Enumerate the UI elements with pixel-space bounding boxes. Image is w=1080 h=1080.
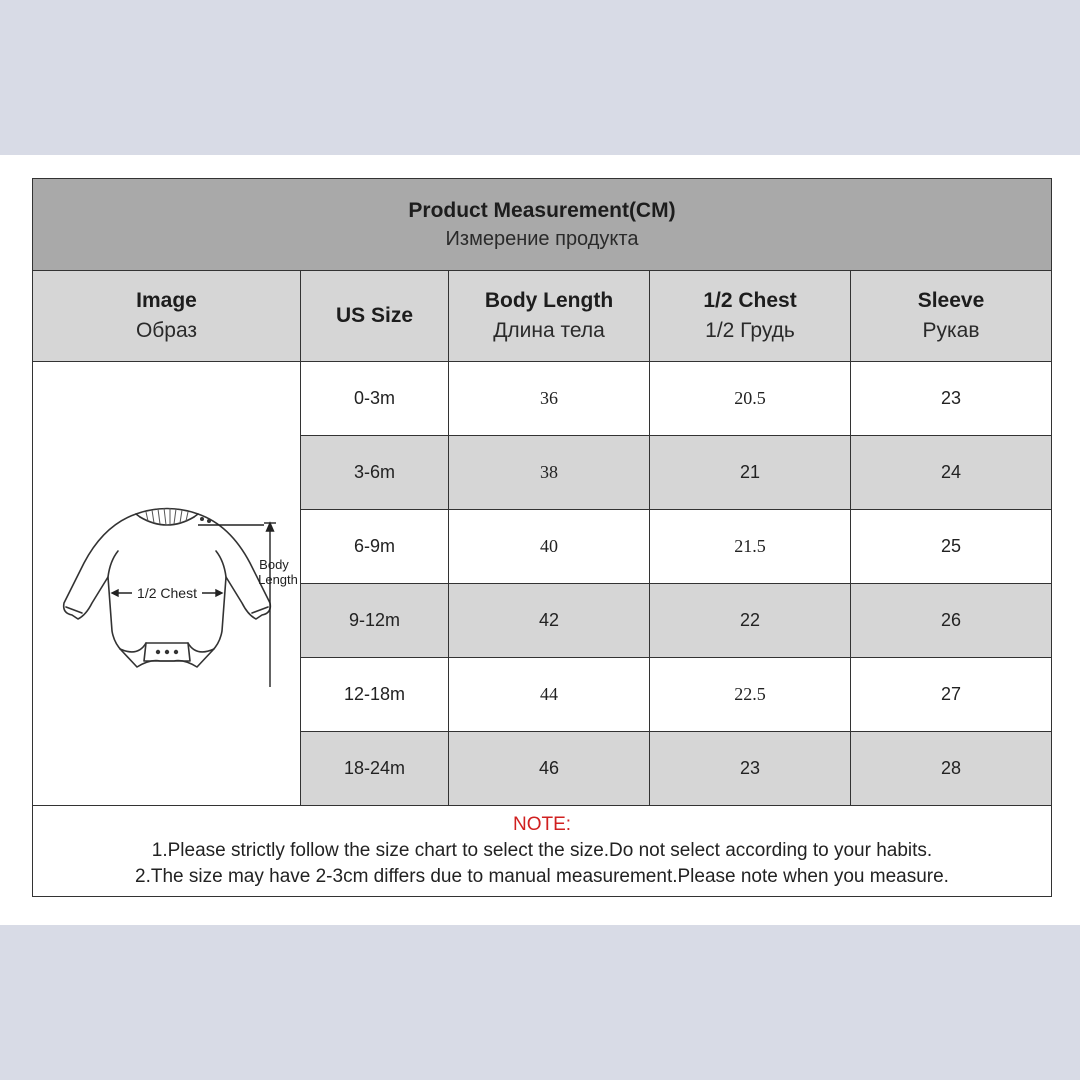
sleeve-cell: 24 bbox=[851, 436, 1052, 510]
snap-button bbox=[207, 519, 211, 523]
chest-cell: 21 bbox=[650, 436, 851, 510]
header-row bbox=[33, 271, 1052, 362]
size-chart-table bbox=[32, 178, 1052, 897]
note-title: NOTE: bbox=[512, 814, 572, 835]
title-row bbox=[33, 179, 1052, 271]
size-cell: 3-6m bbox=[301, 436, 449, 510]
size-cell: 0-3m bbox=[301, 362, 449, 436]
snap-button bbox=[155, 650, 159, 654]
body-length-cell: 40 bbox=[449, 510, 650, 584]
table-title bbox=[33, 179, 1052, 271]
body-length-cell: 44 bbox=[449, 658, 650, 732]
note-section bbox=[33, 806, 1052, 897]
garment-diagram-cell bbox=[33, 362, 301, 806]
body-length-cell: 46 bbox=[449, 732, 650, 806]
chest-cell: 22 bbox=[650, 584, 851, 658]
body-length-cell: 36 bbox=[449, 362, 650, 436]
body-label-line1: Body bbox=[258, 557, 289, 572]
size-cell: 12-18m bbox=[301, 658, 449, 732]
size-cell: 6-9m bbox=[301, 510, 449, 584]
size-cell: 9-12m bbox=[301, 584, 449, 658]
chest-cell: 23 bbox=[650, 732, 851, 806]
body-length-arrow bbox=[198, 523, 276, 687]
chest-cell: 21.5 bbox=[650, 510, 851, 584]
title-russian: Измерение продукта bbox=[445, 227, 639, 250]
header-us-size: US Size bbox=[301, 271, 449, 362]
size-cell: 18-24m bbox=[301, 732, 449, 806]
sleeve-cell: 25 bbox=[851, 510, 1052, 584]
note-row bbox=[33, 806, 1052, 897]
note-line-1: 1.Please strictly follow the size chart to select the size.Do not select according to your habits. bbox=[151, 840, 933, 861]
body-label-line2: Length bbox=[257, 572, 298, 587]
header-chest: 1/2 Chest 1/2 Грудь bbox=[650, 271, 851, 362]
note-line-2: 2.The size may have 2-3cm differs due to manual measurement.Please note when you measure. bbox=[135, 866, 949, 887]
table-row bbox=[33, 362, 1052, 436]
sleeve-cell: 27 bbox=[851, 658, 1052, 732]
header-image: Image Образ bbox=[33, 271, 301, 362]
body-length-cell: 42 bbox=[449, 584, 650, 658]
chest-label: 1/2 Chest bbox=[136, 585, 197, 601]
body-length-cell: 38 bbox=[449, 436, 650, 510]
chest-cell: 20.5 bbox=[650, 362, 851, 436]
chest-cell: 22.5 bbox=[650, 658, 851, 732]
snap-button bbox=[173, 650, 177, 654]
sleeve-cell: 28 bbox=[851, 732, 1052, 806]
snap-button bbox=[164, 650, 168, 654]
header-sleeve: Sleeve Рукав bbox=[851, 271, 1052, 362]
sleeve-cell: 23 bbox=[851, 362, 1052, 436]
title-english: Product Measurement(CM) bbox=[408, 198, 676, 222]
snap-button bbox=[200, 517, 204, 521]
bodysuit-diagram bbox=[42, 481, 298, 681]
header-body-length: Body Length Длина тела bbox=[449, 271, 650, 362]
sleeve-cell: 26 bbox=[851, 584, 1052, 658]
